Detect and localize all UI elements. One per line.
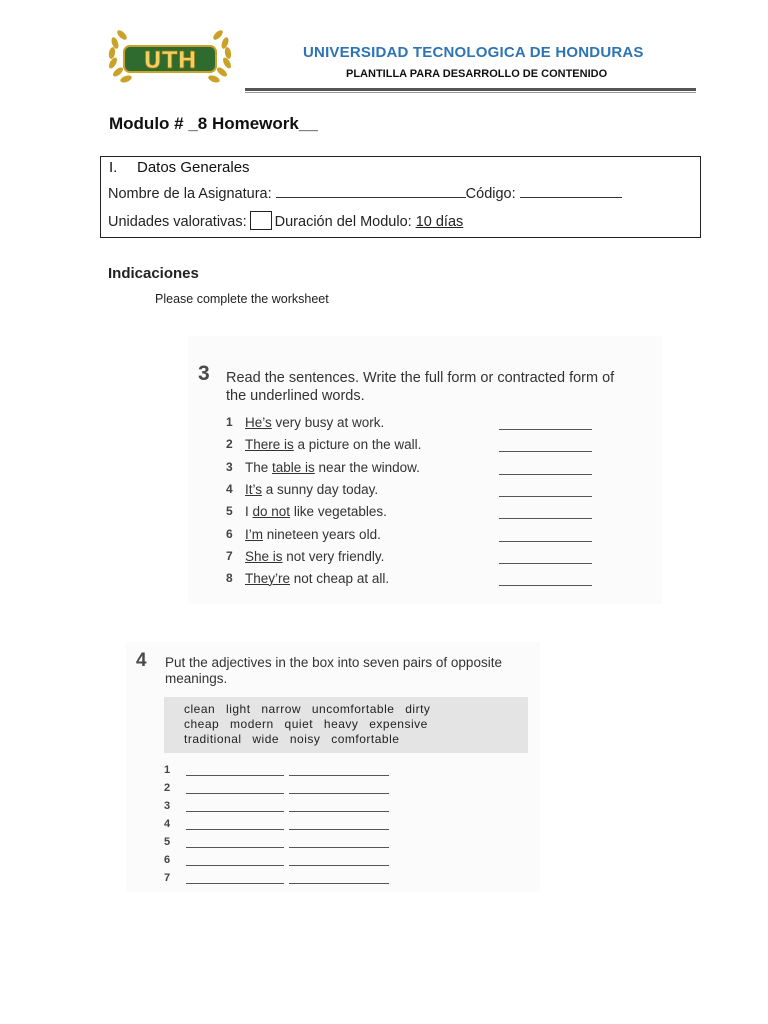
- answer-blank[interactable]: [499, 541, 592, 542]
- sentence-text: nineteen years old.: [263, 526, 381, 542]
- logo-text: UTH: [143, 48, 197, 74]
- datos-heading: [109, 159, 250, 176]
- item-number: 5: [226, 504, 233, 519]
- sentence-text: near the window.: [314, 459, 420, 475]
- pair-number: 3: [164, 800, 171, 812]
- item-number: 7: [226, 548, 233, 563]
- pair-row: [164, 818, 394, 834]
- exercise-3-item: [226, 482, 596, 502]
- header-rule: [245, 88, 696, 91]
- uth-logo: [104, 28, 236, 90]
- exercise-3: [188, 336, 662, 604]
- pair-number: 7: [164, 872, 171, 884]
- indicaciones-title: Indicaciones: [108, 265, 199, 282]
- asignatura-label: Nombre de la Asignatura:: [108, 186, 272, 202]
- sentence-text: I: [245, 504, 253, 520]
- item-sentence: [245, 549, 384, 564]
- exercise-3-item: [226, 415, 596, 435]
- underlined-words: It’s: [245, 481, 263, 497]
- unidades-line: [108, 211, 463, 230]
- pair-blank-first[interactable]: [186, 829, 284, 830]
- codigo-blank[interactable]: [520, 185, 622, 198]
- answer-blank[interactable]: [499, 474, 592, 475]
- section-heading: Datos Generales: [137, 159, 250, 176]
- underlined-words: do not: [252, 504, 291, 520]
- item-number: 1: [226, 415, 233, 429]
- sentence-text: The: [245, 459, 273, 475]
- item-sentence: [245, 527, 381, 542]
- pair-blank-first[interactable]: [186, 793, 284, 794]
- pair-blank-first[interactable]: [186, 847, 284, 848]
- pair-blank-second[interactable]: [289, 865, 389, 866]
- adjective-line: clean light narrow uncomfortable dirty: [184, 702, 431, 716]
- exercise-3-number: 3: [198, 362, 210, 385]
- asignatura-blank[interactable]: [276, 185, 466, 198]
- answer-blank[interactable]: [499, 429, 592, 430]
- section-number: I.: [109, 159, 118, 176]
- pair-number: 2: [164, 782, 171, 794]
- pair-number: 5: [164, 836, 171, 848]
- pair-blank-second[interactable]: [289, 829, 389, 830]
- item-number: 3: [226, 459, 233, 474]
- datos-generales-box: [100, 156, 701, 238]
- exercise-3-item: [226, 437, 596, 457]
- unidades-label: Unidades valorativas:: [108, 214, 247, 230]
- sentence-text: like vegetables.: [290, 504, 387, 520]
- pair-blank-first[interactable]: [186, 775, 284, 776]
- underlined-words: I’m: [245, 526, 263, 542]
- answer-blank[interactable]: [499, 563, 592, 564]
- adjective-line: cheap modern quiet heavy expensive: [184, 717, 428, 731]
- exercise-4: [126, 642, 540, 892]
- duracion-value: 10 días: [415, 214, 464, 230]
- pair-number: 4: [164, 818, 171, 830]
- item-sentence: [245, 504, 387, 519]
- unidades-input-box[interactable]: [250, 211, 272, 230]
- duracion-label: Duración del Modulo:: [274, 214, 412, 230]
- item-sentence: [245, 415, 384, 430]
- underlined-words: He’s: [245, 415, 272, 430]
- item-number: 8: [226, 571, 233, 586]
- answer-blank[interactable]: [499, 518, 592, 519]
- sentence-text: a picture on the wall.: [293, 437, 422, 453]
- answer-blank[interactable]: [499, 451, 592, 452]
- pair-row: [164, 854, 394, 870]
- exercise-4-number: 4: [136, 650, 147, 671]
- answer-blank[interactable]: [499, 585, 592, 586]
- pair-blank-second[interactable]: [289, 775, 389, 776]
- exercise-3-instruction: Read the sentences. Write the full form or contracted form of the underlined words.: [226, 370, 615, 404]
- exercise-3-item: [226, 549, 596, 569]
- adjective-line: traditional wide noisy comfortable: [184, 732, 400, 746]
- pair-row: [164, 782, 394, 798]
- module-title: Modulo # _8 Homework__: [109, 114, 318, 133]
- pair-blank-second[interactable]: [289, 793, 389, 794]
- pair-number: 1: [164, 764, 171, 776]
- item-sentence: [245, 571, 389, 586]
- sentence-text: a sunny day today.: [262, 481, 379, 497]
- pair-row: [164, 764, 394, 780]
- university-name: UNIVERSIDAD TECNOLOGICA DE HONDURAS: [303, 44, 644, 61]
- pair-blank-second[interactable]: [289, 847, 389, 848]
- pair-blank-first[interactable]: [186, 811, 284, 812]
- codigo-label: Código:: [465, 186, 516, 202]
- indicaciones-text: Please complete the worksheet: [155, 292, 329, 306]
- pair-blank-second[interactable]: [289, 883, 389, 884]
- underlined-words: table is: [272, 459, 315, 475]
- pair-blank-first[interactable]: [186, 883, 284, 884]
- pair-row: [164, 872, 394, 888]
- item-number: 6: [226, 526, 233, 541]
- item-sentence: [245, 482, 378, 497]
- item-number: 4: [226, 481, 233, 496]
- asignatura-line: [108, 185, 622, 202]
- underlined-words: There is: [245, 437, 294, 453]
- exercise-3-item: [226, 571, 596, 591]
- underlined-words: They’re: [245, 571, 291, 587]
- template-subtitle: PLANTILLA PARA DESARROLLO DE CONTENIDO: [346, 68, 608, 80]
- answer-blank[interactable]: [499, 496, 592, 497]
- exercise-3-item: [226, 527, 596, 547]
- pair-blank-first[interactable]: [186, 865, 284, 866]
- pair-row: [164, 800, 394, 816]
- exercise-3-item: [226, 460, 596, 480]
- pair-blank-second[interactable]: [289, 811, 389, 812]
- sentence-text: not cheap at all.: [290, 571, 390, 587]
- adjective-box: [164, 697, 528, 753]
- item-number: 2: [226, 437, 233, 452]
- sentence-text: very busy at work.: [271, 415, 385, 430]
- exercise-3-item: [226, 504, 596, 524]
- header-rule-thin: [245, 92, 696, 93]
- underlined-words: She is: [245, 548, 283, 564]
- item-sentence: [245, 437, 421, 452]
- pair-number: 6: [164, 854, 171, 866]
- pair-row: [164, 836, 394, 852]
- sentence-text: not very friendly.: [282, 548, 385, 564]
- exercise-4-instruction: Put the adjectives in the box into seven pairs of opposite meanings.: [165, 655, 502, 686]
- item-sentence: [245, 460, 420, 475]
